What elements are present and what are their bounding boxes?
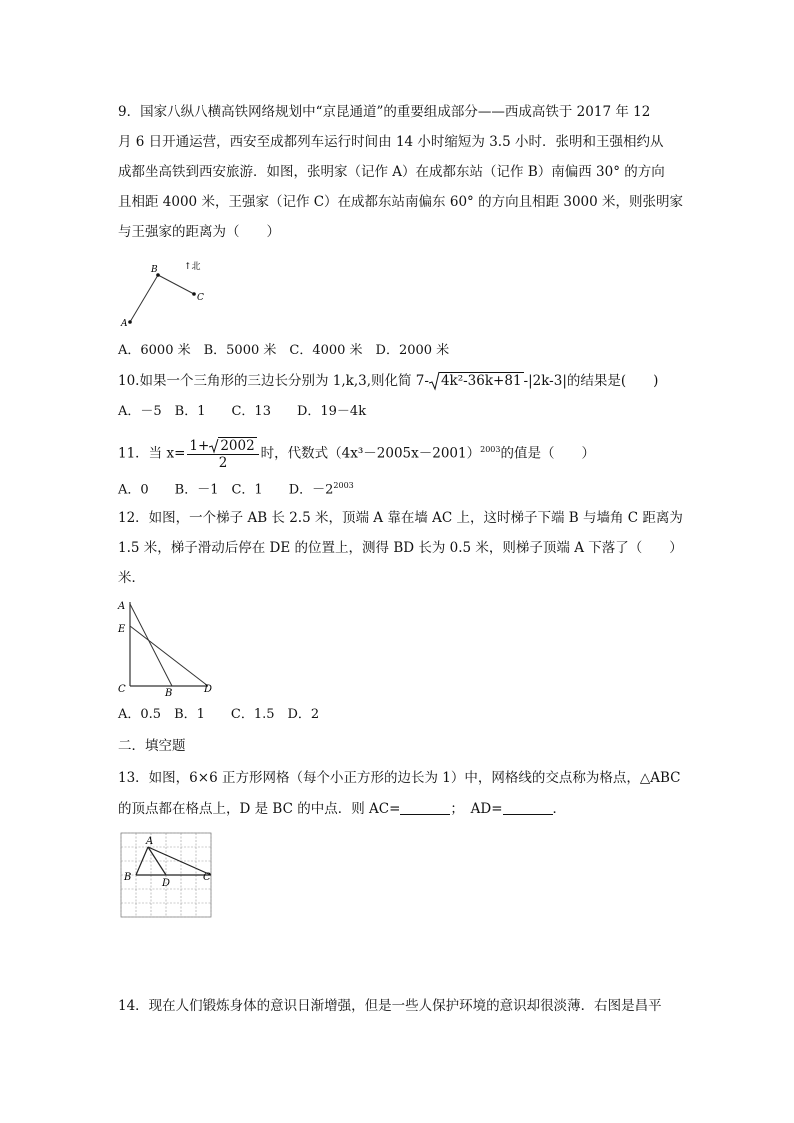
q9-line-2: 月 6 日开通运营，西安至成都列车运行时间由 14 小时缩短为 3.5 小时．张明和王强相约从: [118, 134, 664, 150]
section-title-fill-in: 二．填空题: [118, 738, 186, 754]
q12-label-c: C: [118, 684, 126, 695]
q11-frac-num-lead: 1+: [189, 437, 210, 454]
q13-grid-figure: [120, 832, 212, 918]
q12-line-1: 12．如图，一个梯子 AB 长 2.5 米，顶端 A 靠在墙 AC 上，这时梯子下端 B 与墙角 C 距离为: [118, 510, 683, 526]
q9-point-a: [128, 320, 132, 324]
q13-text-c: ．: [552, 801, 567, 817]
q10-suffix: -|2k-3|的结果是( ): [523, 373, 659, 389]
q9-label-b: B: [151, 265, 158, 275]
q12-label-e: E: [118, 624, 126, 635]
q9-line-5: 与王强家的距离为（ ）: [118, 224, 280, 240]
q11-suffix-main: 时，代数式（4x³－2005x－2001）: [260, 445, 481, 462]
q9-label-a: A: [121, 319, 128, 329]
q10-sqrt: [429, 371, 524, 391]
q9-line-1: 9．国家八纵八横高铁网络规划中“京昆通道”的重要组成部分——西成高铁于 2017 年 12: [118, 104, 651, 120]
q13-label-b: B: [124, 872, 132, 883]
q13-text-a: 的顶点都在格点上，D 是 BC 的中点．则 AC=: [118, 801, 401, 817]
q9-options: A．6000 米 B．5000 米 C．4000 米 D．2000 米: [118, 343, 450, 358]
q13-blank-ac[interactable]: [400, 800, 450, 815]
q9-segment-ab: [130, 275, 158, 322]
q9-line-3: 成都坐高铁到西安旅游．如图，张明家（记作 A）在成都东站（记作 B）南偏西 30° 的方向: [118, 164, 665, 180]
q11-suffix-tail: 的值是（ ）: [500, 445, 595, 462]
q10-radicand: 4k²-36k+81: [440, 373, 522, 389]
q11-options: [118, 476, 354, 500]
q13-line-2: [118, 799, 566, 819]
q11-line: [118, 432, 595, 472]
q12-options: A．0.5 B．1 C．1.5 D．2: [118, 707, 320, 722]
q9-line-4: 且相距 4000 米，王强家（记作 C）在成都东站南偏东 60° 的方向且相距 3000 米，则张明家: [118, 194, 684, 210]
q10-prefix: 10.如果一个三角形的三边长分别为 1,k,3,则化简 7-: [118, 373, 429, 389]
q11-options-exp: 2003: [333, 481, 354, 490]
q12-line-2: 1.5 米，梯子滑动后停在 DE 的位置上，测得 BD 长为 0.5 米，则梯子顶端 A 下落了（ ）: [118, 540, 683, 556]
q9-point-c: [192, 292, 196, 296]
q12-figure: [116, 596, 220, 698]
q11-frac-den: 2: [218, 454, 228, 471]
q11-options-main: A．0 B．－1 C．1 D．－2: [118, 482, 334, 498]
q9-label-c: C: [197, 293, 204, 303]
q10-line: [118, 371, 658, 391]
q10-options: A．－5 B．1 C．13 D．19－4k: [118, 404, 367, 419]
q12-label-b: B: [165, 688, 173, 698]
q9-segment-bc: [158, 275, 194, 294]
q12-ladder-de: [130, 626, 208, 686]
q9-figure: [118, 254, 210, 330]
q11-prefix: 11．当 x=: [118, 445, 186, 462]
q13-blank-ad[interactable]: [503, 800, 553, 815]
q13-line-1: 13．如图，6×6 正方形网格（每个小正方形的边长为 1）中，网格线的交点称为格点，△ABC: [118, 770, 681, 786]
q14-line-1: 14．现在人们锻炼身体的意识日渐增强，但是一些人保护环境的意识却很淡薄．右图是昌平: [118, 998, 662, 1014]
q13-label-a: A: [146, 836, 154, 847]
q11-suffix-exp: 2003: [480, 445, 501, 454]
q12-ladder-ab: [130, 604, 172, 686]
q11-fraction: [187, 438, 258, 471]
q9-north-label: ↑北: [184, 262, 201, 272]
q13-label-d: D: [162, 878, 171, 889]
q12-label-a: A: [118, 601, 126, 612]
q13-text-b: ； AD=: [450, 801, 503, 817]
q11-frac-num-radicand: 2002: [220, 437, 255, 454]
q13-label-c: C: [203, 872, 211, 883]
q12-label-d: D: [204, 684, 213, 695]
q12-line-3: 米．: [118, 570, 145, 586]
